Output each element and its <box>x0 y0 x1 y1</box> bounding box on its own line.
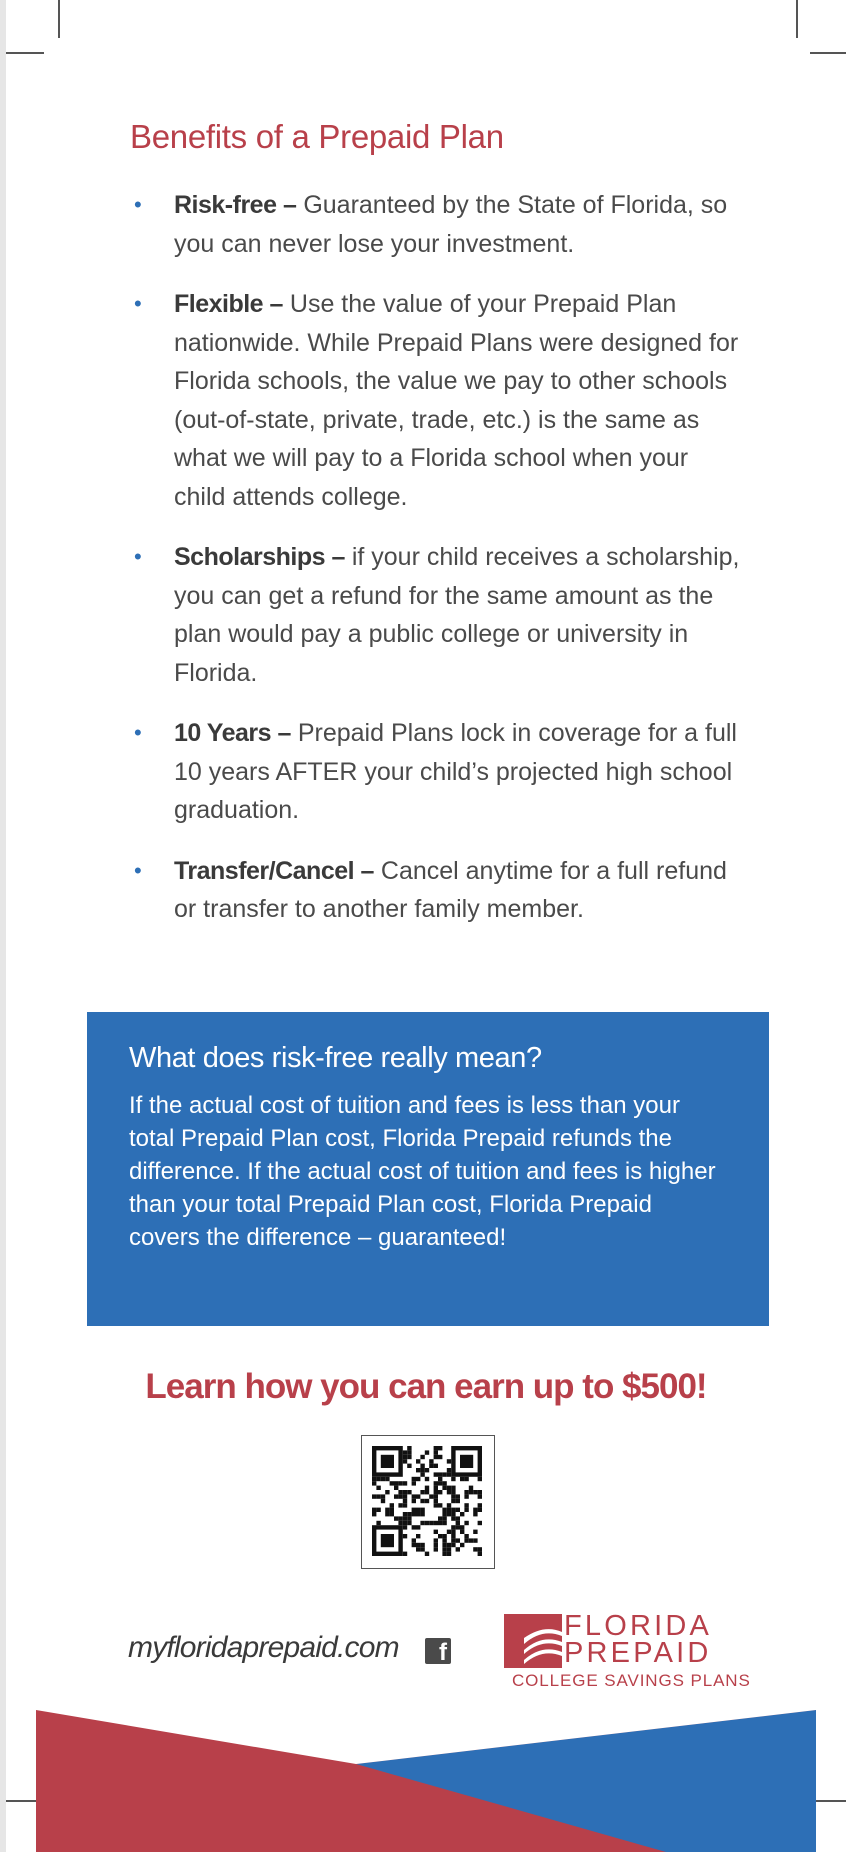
crop-mark-top-left-v <box>58 0 60 38</box>
benefit-term: Risk-free – <box>174 191 297 219</box>
benefit-text: Use the value of your Prepaid Plan nationwide. While Prepaid Plans were designed for Florida schools, the value we pay to other schools (out-of-state, private, trade, etc.) is the same as what we will pay to a Florida school when your child attends college. <box>174 290 739 511</box>
benefit-term: Flexible – <box>174 290 283 318</box>
benefits-heading: Benefits of a Prepaid Plan <box>130 118 504 155</box>
qr-code-graphic <box>362 1436 493 1567</box>
benefit-text: Prepaid Plans lock in coverage for a full 10 years AFTER your child’s projected high school graduation. <box>174 719 737 824</box>
benefit-term: 10 Years – <box>174 719 291 747</box>
benefit-term: Transfer/Cancel – <box>174 856 374 885</box>
crop-mark-top-right-h <box>810 52 846 54</box>
promo-headline: Learn how you can earn up to $500! <box>145 1367 707 1406</box>
bullet-icon: • <box>134 720 142 745</box>
website-link[interactable]: myfloridaprepaid.com <box>128 1631 399 1664</box>
qr-code[interactable] <box>361 1435 495 1569</box>
benefit-text: Guaranteed by the State of Florida, so you can never lose your investment. <box>174 191 728 258</box>
facebook-icon[interactable]: f <box>425 1638 451 1664</box>
benefit-item-scholarships <box>134 538 744 692</box>
crop-mark-top-left-h <box>6 52 44 54</box>
book-logo-icon <box>504 1614 564 1668</box>
bullet-icon: • <box>134 857 142 883</box>
bullet-icon: • <box>134 291 142 316</box>
benefit-item-flexible <box>134 285 744 516</box>
benefit-item-transfer-cancel <box>134 852 744 929</box>
crop-mark-top-right-v <box>796 0 798 38</box>
risk-free-info-box <box>87 1012 769 1326</box>
logo-text-prepaid: PREPAID <box>564 1637 712 1669</box>
benefit-text: Cancel anytime for a full refund or transfer to another family member. <box>174 856 727 923</box>
bullet-icon: • <box>134 192 142 217</box>
logo-text-florida: FLORIDA <box>564 1610 713 1642</box>
logo-tagline: COLLEGE SAVINGS PLANS <box>512 1671 751 1690</box>
info-box-text: If the actual cost of tuition and fees is less than your total Prepaid Plan cost, Florida Prepaid refunds the difference. If the actual cost of tuition and fees is higher than your total Prepaid Plan cost, Florida Prepaid covers the difference – guaranteed! <box>129 1092 716 1251</box>
info-box-title: What does risk-free really mean? <box>129 1042 542 1074</box>
benefit-item-10-years <box>134 714 744 830</box>
bullet-icon: • <box>134 544 142 569</box>
florida-prepaid-logo <box>504 1610 751 1690</box>
brochure-page <box>6 0 846 1852</box>
benefit-text: if your child receives a scholarship, you can get a refund for the same amount as the plan would pay a public college or university in Florida. <box>174 543 740 687</box>
benefits-list <box>134 186 744 951</box>
benefit-item-risk-free <box>134 186 744 263</box>
benefit-term: Scholarships – <box>174 543 345 571</box>
footer-color-band <box>6 1700 846 1852</box>
